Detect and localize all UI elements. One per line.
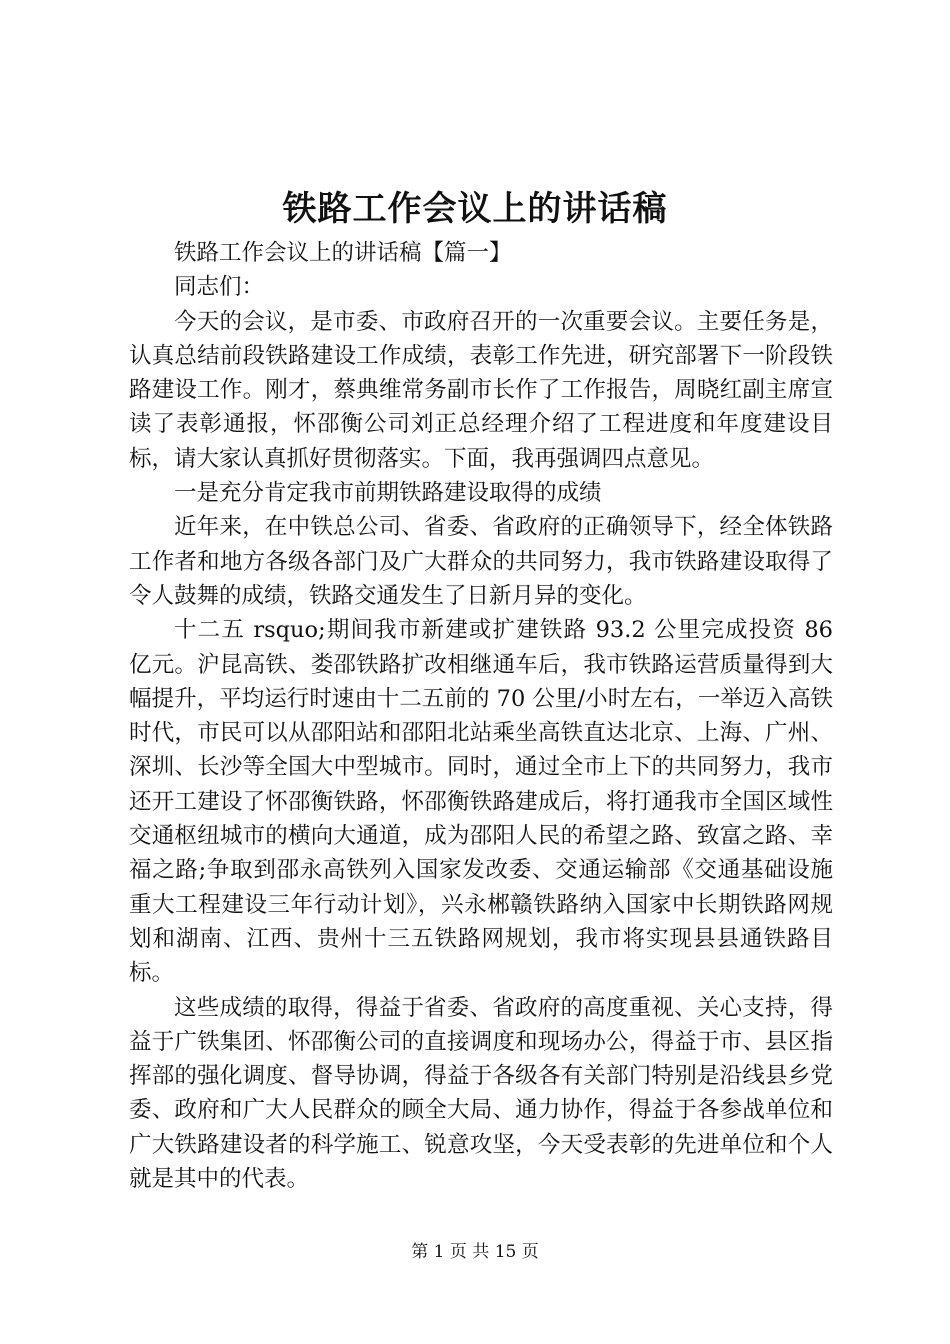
paragraph-five-year-plan: 十二五 rsquo;期间我市新建或扩建铁路 93.2 公里完成投资 86 亿元。沪昆高铁、娄邵铁路扩改相继通车后，我市铁路运营质量得到大幅提升，平均运行时速由十二五前的 70 公里/小时左右，一举迈入高铁时代，市民可以从邵阳站和邵阳北站乘坐高铁直达北京、上海、广州、深圳、长沙等全国大中型城市。同时，通过全市上下的共同努力，我市还开工建设了怀邵衡铁路，怀邵衡铁路建成后，将打通我市全国区域性交通枢纽城市的横向大通道，成为邵阳人民的希望之路、致富之路、幸福之路;争取到邵永高铁列入国家发改委、交通运输部《交通基础设施重大工程建设三年行动计划》，兴永郴赣铁路纳入国家中长期铁路网规划和湖南、江西、贵州十三五铁路网规划，我市将实现县县通铁路目标。 — [129, 617, 833, 987]
paragraph-achievements: 近年来，在中铁总公司、省委、省政府的正确领导下，经全体铁路工作者和地方各级各部门及广大群众的共同努力，我市铁路建设取得了令人鼓舞的成绩，铁路交通发生了日新月异的变化。 — [129, 514, 833, 609]
paragraph-intro: 今天的会议，是市委、市政府召开的一次重要会议。主要任务是，认真总结前段铁路建设工作成绩，表彰工作先进，研究部署下一阶段铁路建设工作。刚才，蔡典维常务副市长作了工作报告，周晓红副主席宣读了表彰通报，怀邵衡公司刘正总经理介绍了工程进度和年度建设目标，请大家认真抓好贯彻落实。下面，我再强调四点意见。 — [129, 308, 833, 472]
document-body — [129, 236, 833, 1196]
paragraph-section-heading: 一是充分肯定我市前期铁路建设取得的成绩 — [174, 480, 602, 507]
page-number-footer: 第 1 页 共 15 页 — [411, 1242, 539, 1262]
paragraph-subtitle: 铁路工作会议上的讲话稿【篇一】 — [174, 240, 512, 266]
paragraph-salutation: 同志们： — [174, 274, 265, 301]
paragraph-acknowledgements: 这些成绩的取得，得益于省委、省政府的高度重视、关心支持，得益于广铁集团、怀邵衡公司的直接调度和现场办公，得益于市、县区指挥部的强化调度、督导协调，得益于各级各有关部门特别是沿线县乡党委、政府和广大人民群众的顾全大局、通力协作，得益于各参战单位和广大铁路建设者的科学施工、锐意攻坚，今天受表彰的先进单位和个人就是其中的代表。 — [129, 994, 833, 1193]
document-title: 铁路工作会议上的讲话稿 — [282, 189, 668, 229]
